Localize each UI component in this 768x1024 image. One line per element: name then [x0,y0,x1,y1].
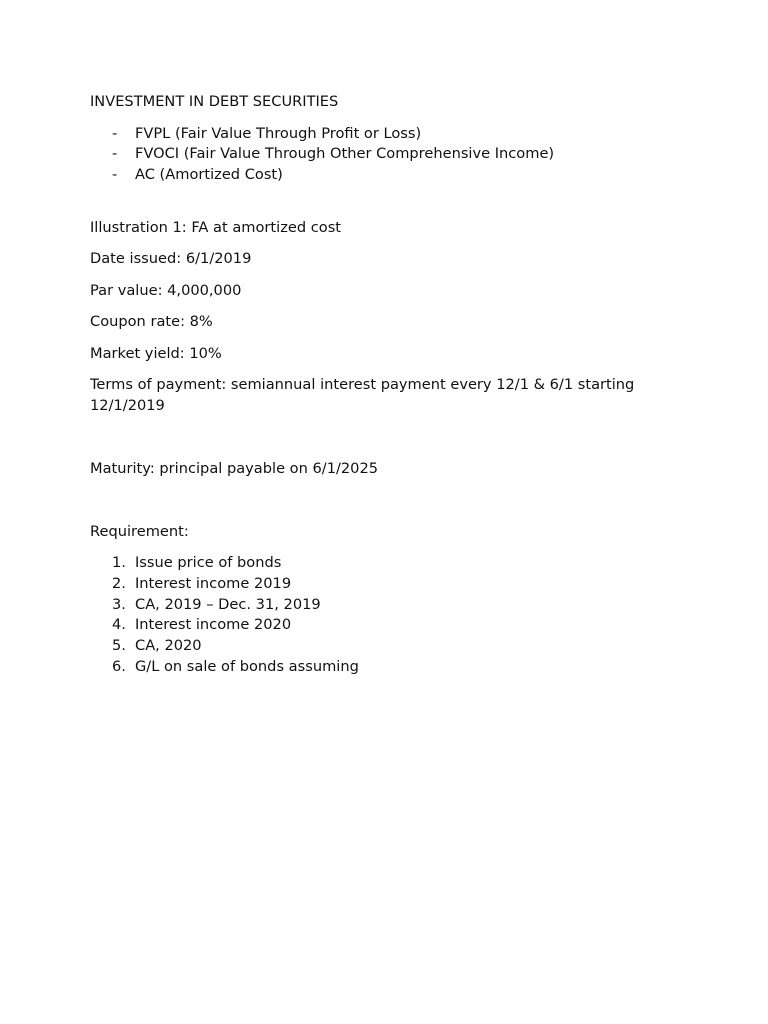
coupon-rate: Coupon rate: 8% [90,313,213,331]
list-item [90,615,690,636]
market-yield: Market yield: 10% [90,344,222,362]
requirement-list [90,553,690,677]
blank-line [90,186,690,218]
maturity: Maturity: principal payable on 6/1/2025 [90,460,379,478]
par-value: Par value: 4,000,000 [90,281,242,299]
list-item-text: Interest income 2019 [135,574,292,592]
list-item [90,595,690,616]
number-marker: 6. [112,657,126,675]
dash-marker: - [112,124,118,142]
list-item [90,657,690,678]
list-item-text: Issue price of bonds [135,554,282,572]
list-item-text: G/L on sale of bonds assuming [135,657,359,675]
list-item [90,636,690,657]
illustration-title: Illustration 1: FA at amortized cost [90,218,342,236]
document-page [90,92,690,677]
list-item-text: FVPL (Fair Value Through Profit or Loss) [135,124,422,142]
list-item-text: AC (Amortized Cost) [135,165,283,183]
list-item-text: Interest income 2020 [135,616,292,634]
number-marker: 4. [112,616,126,634]
list-item-text: FVOCI (Fair Value Through Other Comprehensive Income) [135,145,555,163]
list-item [90,124,690,145]
date-issued: Date issued: 6/1/2019 [90,250,252,268]
number-marker: 2. [112,574,126,592]
number-marker: 1. [112,554,126,572]
number-marker: 3. [112,595,126,613]
list-item-text: CA, 2019 – Dec. 31, 2019 [135,595,321,613]
list-item-text: CA, 2020 [135,636,202,654]
blank-line [90,427,690,459]
document-heading: INVESTMENT IN DEBT SECURITIES [90,93,339,110]
list-item [90,553,690,574]
list-item [90,574,690,595]
number-marker: 5. [112,636,126,654]
blank-line [90,491,690,522]
requirement-label: Requirement: [90,522,189,540]
list-item [90,144,690,165]
terms-of-payment: Terms of payment: semiannual interest payment every 12/1 & 6/1 starting 12/1/2019 [90,376,635,414]
category-list [90,124,690,186]
dash-marker: - [112,145,118,163]
dash-marker: - [112,165,118,183]
list-item [90,165,690,186]
